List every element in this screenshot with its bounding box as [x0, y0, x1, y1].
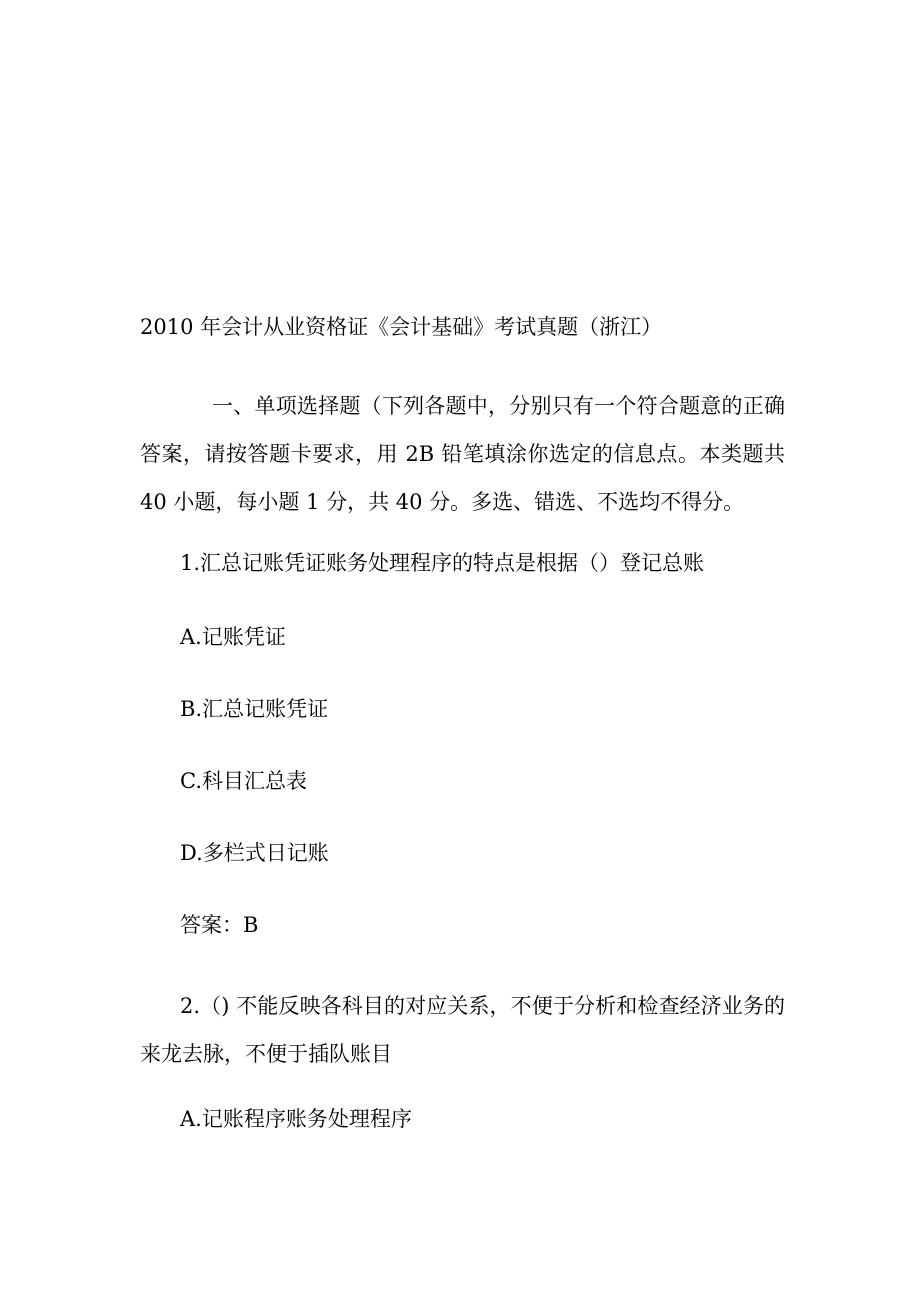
question-1-option-c: C.科目汇总表 [180, 769, 307, 793]
question-1-option-a: A.记账凭证 [180, 625, 286, 649]
question-2-option-a: A.记账程序账务处理程序 [180, 1107, 412, 1131]
question-1-stem: 1.汇总记账凭证账务处理程序的特点是根据（）登记总账 [180, 551, 705, 575]
question-1-option-d: D.多栏式日记账 [180, 841, 329, 865]
section-intro: 一、单项选择题（下列各题中，分别只有一个符合题意的正确答案，请按答题卡要求，用 2B 铅笔填涂你选定的信息点。本类题共 40 小题，每小题 1 分，共 40 分。多选、错选、不选均不得分。 [140, 394, 785, 514]
question-2-stem: 2.（) 不能反映各科目的对应关系，不便于分析和检查经济业务的来龙去脉，不便于插队账目 [140, 994, 785, 1066]
question-1-answer: 答案：B [180, 913, 259, 937]
question-1-option-b: B.汇总记账凭证 [180, 697, 329, 721]
document-title: 2010 年会计从业资格证《会计基础》考试真题（浙江） [140, 315, 663, 339]
